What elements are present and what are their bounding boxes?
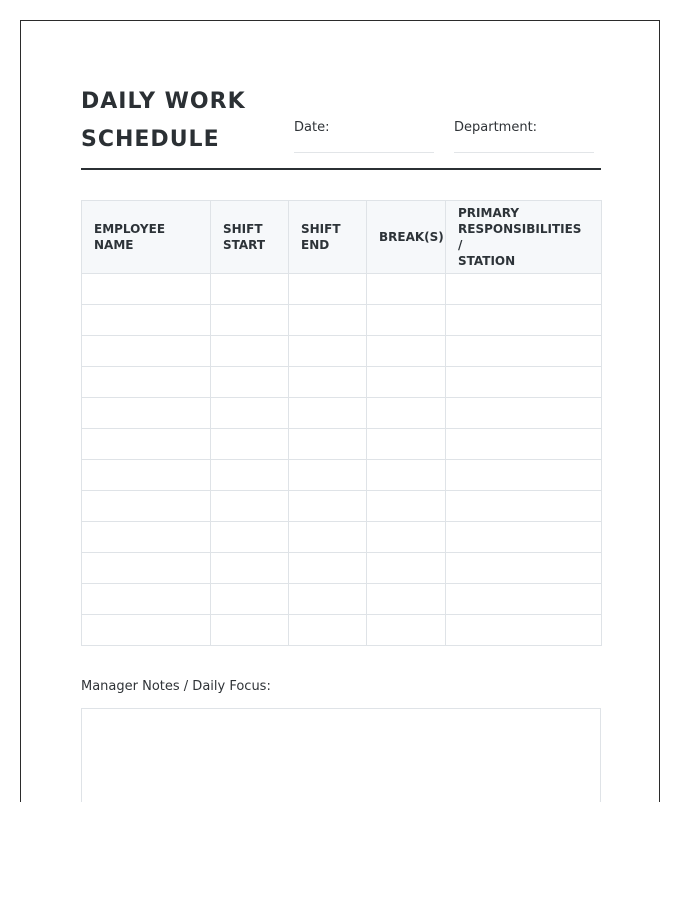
table-row [82,429,602,460]
shift-end-cell[interactable] [289,522,367,553]
shift-start-cell[interactable] [211,522,289,553]
shift-end-cell[interactable] [289,460,367,491]
responsibilities-cell[interactable] [446,553,602,584]
employee-name-cell[interactable] [82,398,211,429]
shift-start-cell[interactable] [211,553,289,584]
table-row [82,398,602,429]
table-row [82,491,602,522]
employee-name-cell[interactable] [82,274,211,305]
table-row [82,522,602,553]
shift-start-cell[interactable] [211,305,289,336]
shift-end-cell[interactable] [289,274,367,305]
title-line-2: SCHEDULE [81,127,220,152]
employee-name-cell[interactable] [82,584,211,615]
breaks-cell[interactable] [367,491,446,522]
responsibilities-cell[interactable] [446,615,602,646]
table-row [82,305,602,336]
breaks-cell[interactable] [367,274,446,305]
employee-name-cell[interactable] [82,336,211,367]
shift-start-cell[interactable] [211,584,289,615]
shift-start-cell[interactable] [211,615,289,646]
shift-end-cell[interactable] [289,367,367,398]
breaks-cell[interactable] [367,460,446,491]
table-row [82,460,602,491]
title-line-1: DAILY WORK [81,89,246,114]
employee-name-cell[interactable] [82,615,211,646]
employee-name-cell[interactable] [82,367,211,398]
column-header-breaks: BREAK(S) [367,201,446,274]
shift-end-cell[interactable] [289,429,367,460]
breaks-cell[interactable] [367,429,446,460]
employee-name-cell[interactable] [82,429,211,460]
responsibilities-cell[interactable] [446,398,602,429]
schedule-table [81,200,602,646]
responsibilities-cell[interactable] [446,305,602,336]
employee-name-cell[interactable] [82,522,211,553]
shift-end-cell[interactable] [289,336,367,367]
date-label: Date: [294,120,330,135]
shift-end-cell[interactable] [289,584,367,615]
manager-notes-box[interactable] [81,708,601,802]
employee-name-cell[interactable] [82,491,211,522]
breaks-cell[interactable] [367,336,446,367]
breaks-cell[interactable] [367,584,446,615]
page-title [81,83,281,159]
responsibilities-cell[interactable] [446,336,602,367]
date-field[interactable] [294,116,329,135]
shift-end-cell[interactable] [289,615,367,646]
shift-start-cell[interactable] [211,460,289,491]
shift-end-cell[interactable] [289,305,367,336]
breaks-cell[interactable] [367,398,446,429]
breaks-cell[interactable] [367,367,446,398]
responsibilities-cell[interactable] [446,429,602,460]
shift-end-cell[interactable] [289,398,367,429]
shift-start-cell[interactable] [211,429,289,460]
department-field[interactable] [454,116,537,135]
responsibilities-cell[interactable] [446,584,602,615]
document-page [20,20,660,802]
column-header-shift-end: SHIFT END [289,201,367,274]
manager-notes-label: Manager Notes / Daily Focus: [81,679,271,694]
table-row [82,274,602,305]
breaks-cell[interactable] [367,305,446,336]
table-row [82,336,602,367]
date-input-line[interactable] [294,152,434,153]
header-divider [81,168,601,170]
breaks-cell[interactable] [367,553,446,584]
shift-start-cell[interactable] [211,398,289,429]
department-label: Department: [454,120,538,135]
table-row [82,367,602,398]
table-row [82,584,602,615]
shift-start-cell[interactable] [211,336,289,367]
table-row [82,615,602,646]
table-row [82,553,602,584]
column-header-responsibilities: PRIMARY RESPONSIBILITIES / STATION [446,201,602,274]
breaks-cell[interactable] [367,522,446,553]
responsibilities-cell[interactable] [446,491,602,522]
department-input-line[interactable] [454,152,594,153]
shift-start-cell[interactable] [211,367,289,398]
shift-start-cell[interactable] [211,491,289,522]
employee-name-cell[interactable] [82,305,211,336]
employee-name-cell[interactable] [82,553,211,584]
column-header-employee-name: EMPLOYEE NAME [82,201,211,274]
column-header-shift-start: SHIFT START [211,201,289,274]
responsibilities-cell[interactable] [446,367,602,398]
employee-name-cell[interactable] [82,460,211,491]
shift-end-cell[interactable] [289,491,367,522]
responsibilities-cell[interactable] [446,274,602,305]
table-header-row [82,201,602,274]
breaks-cell[interactable] [367,615,446,646]
shift-start-cell[interactable] [211,274,289,305]
responsibilities-cell[interactable] [446,522,602,553]
shift-end-cell[interactable] [289,553,367,584]
schedule-table-body [82,274,602,646]
responsibilities-cell[interactable] [446,460,602,491]
